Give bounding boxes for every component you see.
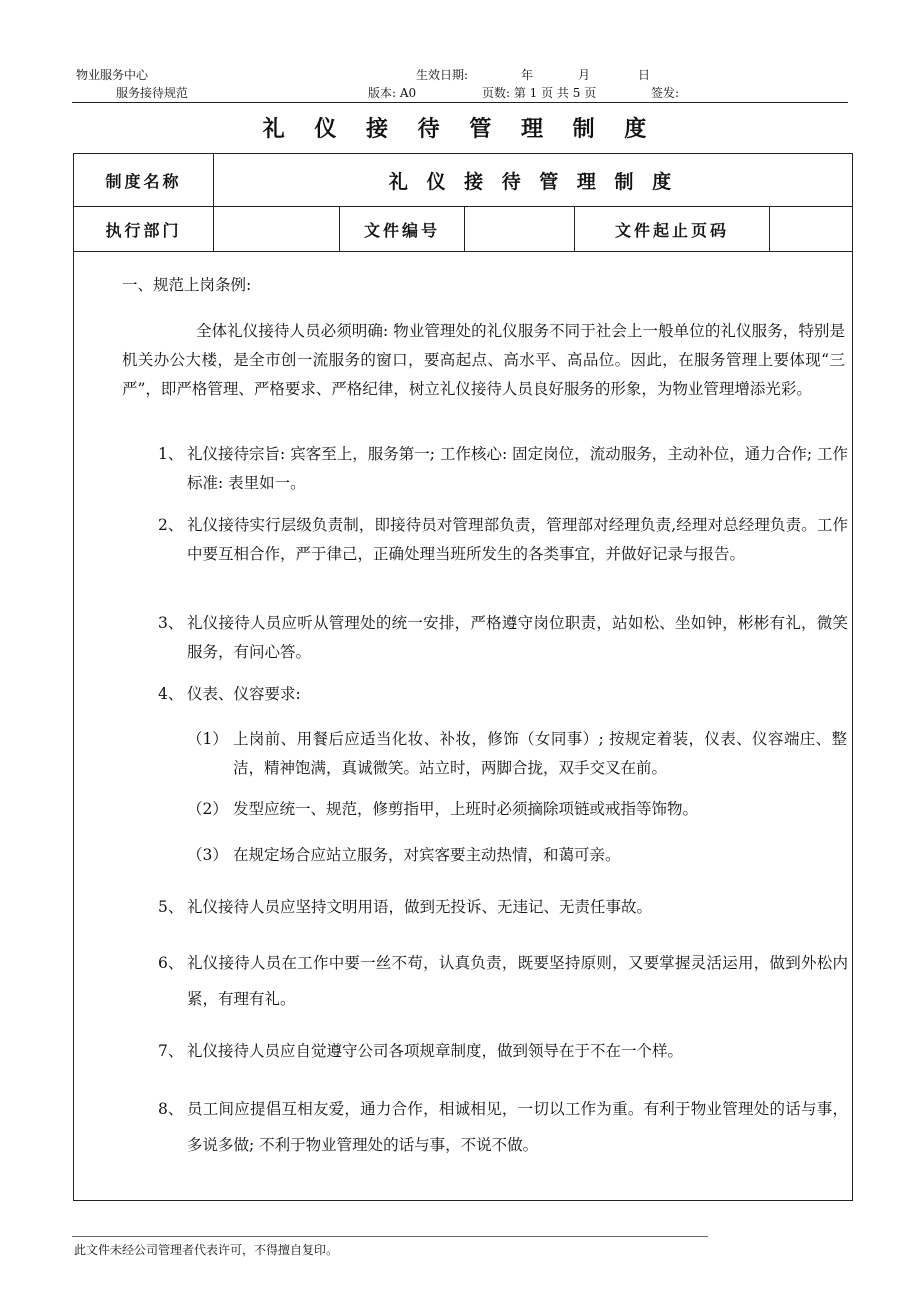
item-7	[158, 1037, 848, 1066]
header-org: 物业服务中心	[76, 68, 149, 82]
item-3	[158, 609, 848, 667]
file-no-value-cell	[465, 207, 575, 251]
page-range-label: 文件起止页码	[614, 220, 729, 240]
item-4-text: 仪表、仪容要求:	[187, 685, 301, 703]
subitem-1	[187, 725, 847, 783]
header-sign: 签发:	[651, 86, 680, 100]
item-4	[158, 680, 848, 709]
footer-notice: 此文件未经公司管理者代表许可，不得擅自复印。	[74, 1243, 339, 1257]
subitem-1-number: （1）	[187, 730, 228, 748]
section-heading: 一、规范上岗条例:	[122, 276, 252, 294]
subitem-3-text: 在规定场合应站立服务，对宾客要主动热情，和蔼可亲。	[233, 846, 621, 864]
intro-paragraph: 全体礼仪接待人员必须明确: 物业管理处的礼仪服务不同于社会上一般单位的礼仪服务，特别是机关办公大楼，是全市创一流服务的窗口，要高起点、高水平、高品位。因此，在服务管理上要体现“三严”，即严格管理、严格要求、严格纪律，树立礼仪接待人员良好服务的形象，为物业管理增添光彩。	[122, 322, 845, 398]
header-month: 月	[578, 68, 591, 82]
item-6	[158, 945, 848, 1017]
header-version: 版本: A0	[368, 86, 417, 100]
item-2-text: 礼仪接待实行层级负责制，即接待员对管理部负责，管理部对经理负责,经理对总经理负责。工作中要互相合作，严于律己，正确处理当班所发生的各类事宜，并做好记录与报告。	[187, 516, 848, 563]
name-value: 礼 仪 接 待 管 理 制 度	[388, 170, 678, 193]
item-8-text: 员工间应提倡互相友爱，通力合作，相诚相见，一切以工作为重。有利于物业管理处的话与事，多说多做; 不利于物业管理处的话与事，不说不做。	[187, 1100, 848, 1154]
header-rule	[72, 102, 848, 103]
header-pages: 页数: 第 1 页 共 5 页	[482, 86, 597, 100]
item-5-number: 5、	[158, 898, 184, 916]
dept-label-cell	[74, 207, 214, 251]
page-range-value-cell	[770, 207, 852, 251]
subitem-3	[187, 841, 847, 870]
dept-label: 执行部门	[105, 220, 182, 240]
name-value-cell	[214, 154, 852, 206]
item-1	[158, 440, 848, 498]
header-doc-name: 服务接待规范	[116, 86, 189, 100]
item-7-number: 7、	[158, 1042, 184, 1060]
subitem-3-number: （3）	[187, 846, 228, 864]
item-6-text: 礼仪接待人员在工作中要一丝不苟，认真负责，既要坚持原则，又要掌握灵活运用，做到外松内紧，有理有礼。	[187, 954, 848, 1008]
row-divider-2	[74, 251, 852, 252]
item-3-number: 3、	[158, 614, 184, 632]
item-4-number: 4、	[158, 685, 184, 703]
header-year: 年	[521, 68, 534, 82]
name-label-cell	[74, 154, 214, 206]
file-no-label: 文件编号	[363, 220, 440, 240]
item-8-number: 8、	[158, 1100, 184, 1118]
item-5-text: 礼仪接待人员应坚持文明用语，做到无投诉、无违记、无责任事故。	[187, 898, 653, 916]
subitem-2-text: 发型应统一、规范，修剪指甲，上班时必须摘除项链或戒指等饰物。	[233, 800, 699, 818]
item-1-number: 1、	[158, 445, 184, 463]
file-no-label-cell	[340, 207, 465, 251]
regulation-table	[73, 153, 853, 1201]
item-2	[158, 511, 848, 569]
subitem-1-text: 上岗前、用餐后应适当化妆、补妆，修饰（女同事）; 按规定着装，仪表、仪容端庄、整洁，精神饱满，真诚微笑。站立时，两脚合拢，双手交叉在前。	[233, 730, 847, 777]
subitem-2	[187, 795, 847, 824]
item-2-number: 2、	[158, 516, 184, 534]
header-effective-label: 生效日期:	[416, 68, 469, 82]
page-title: 礼 仪 接 待 管 理 制 度	[262, 116, 658, 142]
name-label: 制度名称	[105, 171, 182, 191]
footer-rule	[72, 1236, 708, 1237]
subitem-2-number: （2）	[187, 800, 228, 818]
item-6-number: 6、	[158, 954, 184, 972]
item-7-text: 礼仪接待人员应自觉遵守公司各项规章制度，做到领导在于不在一个样。	[187, 1042, 684, 1060]
header-day: 日	[638, 68, 651, 82]
item-8	[158, 1091, 848, 1163]
item-1-text: 礼仪接待宗旨: 宾客至上，服务第一; 工作核心: 固定岗位，流动服务，主动补位，通力合作; 工作标准: 表里如一。	[187, 445, 848, 492]
dept-value-cell	[214, 207, 340, 251]
item-3-text: 礼仪接待人员应听从管理处的统一安排，严格遵守岗位职责，站如松、坐如钟，彬彬有礼，微笑服务，有问心答。	[187, 614, 848, 661]
page-range-label-cell	[575, 207, 770, 251]
item-5	[158, 893, 848, 922]
